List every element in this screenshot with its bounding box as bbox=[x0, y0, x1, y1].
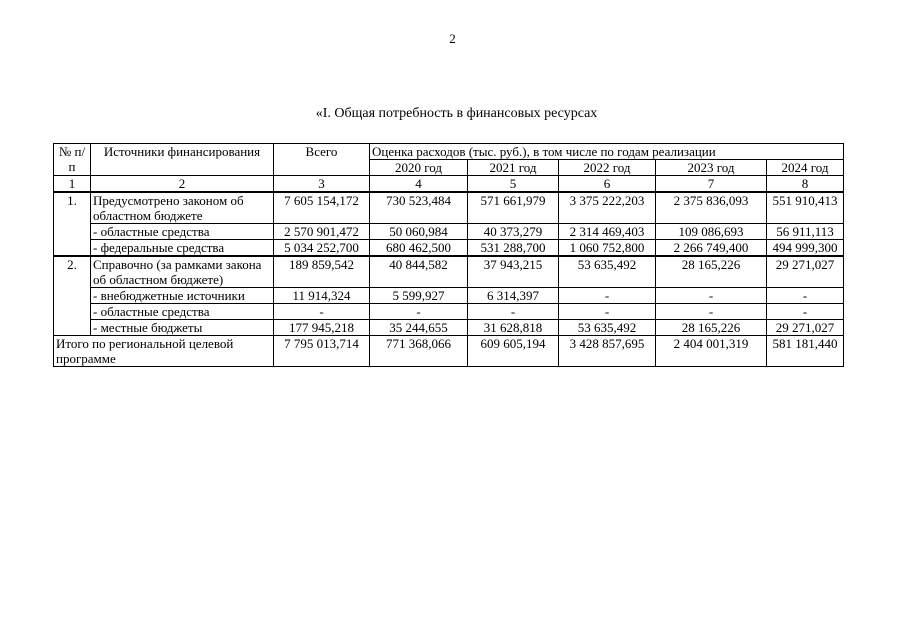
table-row bbox=[54, 288, 844, 304]
total-value: 609 605,194 bbox=[468, 336, 559, 367]
row-number: 1. bbox=[54, 192, 91, 224]
row-value: 551 910,413 bbox=[767, 192, 844, 224]
total-value: 581 181,440 bbox=[767, 336, 844, 367]
row-source: - федеральные средства bbox=[91, 240, 274, 257]
col-number: 6 bbox=[559, 176, 656, 193]
row-value: 2 314 469,403 bbox=[559, 224, 656, 240]
row-value: 109 086,693 bbox=[656, 224, 767, 240]
header-year: 2020 год bbox=[370, 160, 468, 176]
row-value: 7 605 154,172 bbox=[274, 192, 370, 224]
row-number bbox=[54, 224, 91, 240]
row-value: 35 244,655 bbox=[370, 320, 468, 336]
total-value: 2 404 001,319 bbox=[656, 336, 767, 367]
total-label: Итого по региональной целевой программе bbox=[54, 336, 274, 367]
row-value: 6 314,397 bbox=[468, 288, 559, 304]
row-value: 5 599,927 bbox=[370, 288, 468, 304]
row-value: 37 943,215 bbox=[468, 256, 559, 288]
header-year: 2021 год bbox=[468, 160, 559, 176]
row-value: 3 375 222,203 bbox=[559, 192, 656, 224]
header-year: 2022 год bbox=[559, 160, 656, 176]
row-value: 56 911,113 bbox=[767, 224, 844, 240]
header-num: № п/п bbox=[54, 144, 91, 176]
row-value: - bbox=[767, 288, 844, 304]
table-row bbox=[54, 304, 844, 320]
page-number: 2 bbox=[449, 31, 456, 46]
row-value: 2 570 901,472 bbox=[274, 224, 370, 240]
row-value: 11 914,324 bbox=[274, 288, 370, 304]
row-value: 177 945,218 bbox=[274, 320, 370, 336]
row-value: 5 034 252,700 bbox=[274, 240, 370, 257]
row-value: 1 060 752,800 bbox=[559, 240, 656, 257]
header-total: Всего bbox=[274, 144, 370, 176]
row-value: 53 635,492 bbox=[559, 320, 656, 336]
row-source: - областные средства bbox=[91, 304, 274, 320]
row-value: 31 628,818 bbox=[468, 320, 559, 336]
row-value: 494 999,300 bbox=[767, 240, 844, 257]
section-title: «I. Общая потребность в финансовых ресурсах bbox=[315, 106, 598, 121]
row-value: 40 373,279 bbox=[468, 224, 559, 240]
col-number: 4 bbox=[370, 176, 468, 193]
row-source: Справочно (за рамками закона об областном бюджете) bbox=[91, 256, 274, 288]
row-source: - областные средства bbox=[91, 224, 274, 240]
col-number: 2 bbox=[91, 176, 274, 193]
row-value: - bbox=[656, 304, 767, 320]
total-value: 7 795 013,714 bbox=[274, 336, 370, 367]
row-value: 29 271,027 bbox=[767, 256, 844, 288]
table-row bbox=[54, 240, 844, 257]
header-year: 2023 год bbox=[656, 160, 767, 176]
row-number bbox=[54, 288, 91, 304]
table-row bbox=[54, 320, 844, 336]
row-number bbox=[54, 240, 91, 257]
row-value: 28 165,226 bbox=[656, 256, 767, 288]
col-number: 1 bbox=[54, 176, 91, 193]
header-estimate: Оценка расходов (тыс. руб.), в том числе по годам реализации bbox=[370, 144, 844, 160]
row-value: 571 661,979 bbox=[468, 192, 559, 224]
row-value: - bbox=[468, 304, 559, 320]
row-value: 28 165,226 bbox=[656, 320, 767, 336]
row-value: - bbox=[274, 304, 370, 320]
row-value: 2 375 836,093 bbox=[656, 192, 767, 224]
row-number bbox=[54, 320, 91, 336]
row-value: - bbox=[559, 288, 656, 304]
row-value: 2 266 749,400 bbox=[656, 240, 767, 257]
row-value: 730 523,484 bbox=[370, 192, 468, 224]
header-source: Источники финансирования bbox=[91, 144, 274, 176]
row-source: - внебюджетные источники bbox=[91, 288, 274, 304]
row-value: 531 288,700 bbox=[468, 240, 559, 257]
row-source: Предусмотрено законом об областном бюджете bbox=[91, 192, 274, 224]
col-number: 8 bbox=[767, 176, 844, 193]
row-source: - местные бюджеты bbox=[91, 320, 274, 336]
total-value: 771 368,066 bbox=[370, 336, 468, 367]
col-number: 3 bbox=[274, 176, 370, 193]
total-row bbox=[54, 336, 844, 367]
row-value: 680 462,500 bbox=[370, 240, 468, 257]
row-value: 29 271,027 bbox=[767, 320, 844, 336]
row-value: - bbox=[656, 288, 767, 304]
row-value: - bbox=[370, 304, 468, 320]
column-numbers-row bbox=[54, 176, 844, 193]
table-row bbox=[54, 224, 844, 240]
row-number bbox=[54, 304, 91, 320]
table-row bbox=[54, 192, 844, 224]
table-row bbox=[54, 256, 844, 288]
total-value: 3 428 857,695 bbox=[559, 336, 656, 367]
row-value: 53 635,492 bbox=[559, 256, 656, 288]
header-year: 2024 год bbox=[767, 160, 844, 176]
row-value: - bbox=[559, 304, 656, 320]
col-number: 7 bbox=[656, 176, 767, 193]
row-value: - bbox=[767, 304, 844, 320]
row-number: 2. bbox=[54, 256, 91, 288]
financing-table bbox=[53, 143, 844, 367]
col-number: 5 bbox=[468, 176, 559, 193]
row-value: 189 859,542 bbox=[274, 256, 370, 288]
row-value: 40 844,582 bbox=[370, 256, 468, 288]
row-value: 50 060,984 bbox=[370, 224, 468, 240]
